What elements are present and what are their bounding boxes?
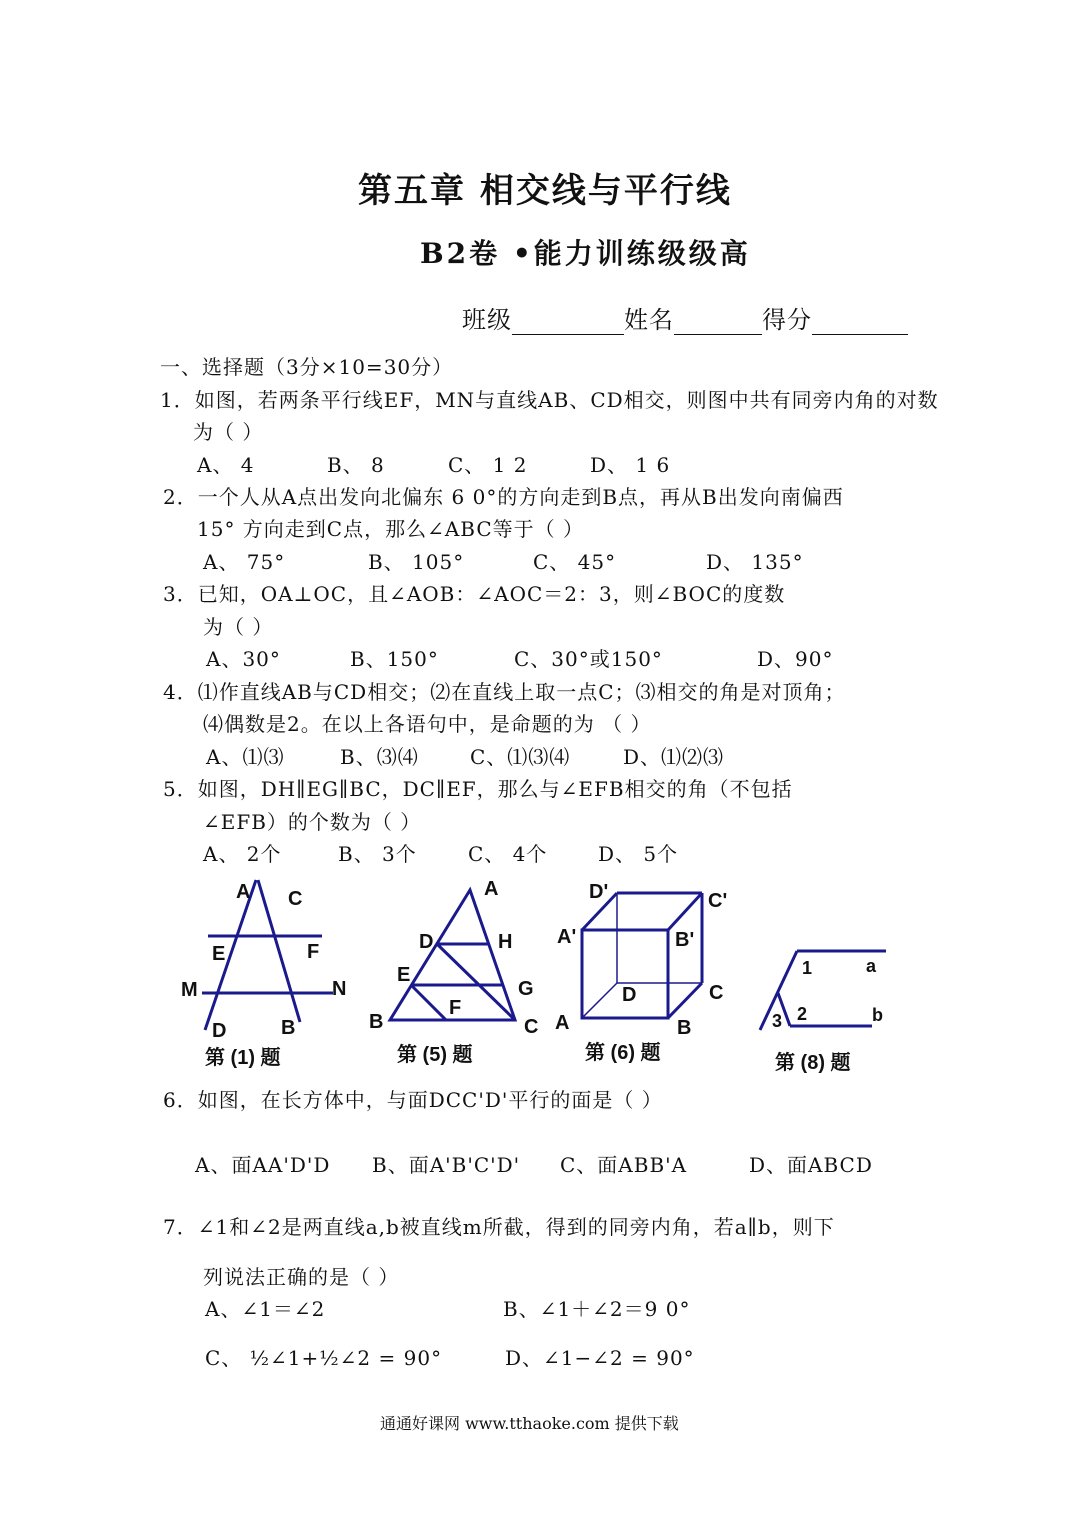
fig6-label-d1: D' — [589, 881, 609, 903]
q2-option-c: C、 45° — [533, 550, 617, 574]
page-subtitle: B2卷 •能力训练级级高 — [420, 237, 751, 270]
fig1-label-m: M — [181, 979, 198, 1001]
q4-line1: 4．⑴作直线AB与CD相交；⑵在直线上取一点C；⑶相交的角是对顶角； — [163, 680, 846, 704]
name-label: 姓名 — [624, 306, 674, 334]
q5-line1: 5．如图，DH∥EG∥BC，DC∥EF，那么与∠EFB相交的角（不包括 — [163, 777, 793, 801]
fig1-label-a: A — [236, 881, 251, 903]
fig1-label-e: E — [212, 943, 226, 965]
fig8-label-3: 3 — [772, 1011, 783, 1031]
fig1-label-c: C — [288, 888, 303, 910]
fig5-label-f: F — [449, 997, 462, 1019]
q5-line2: ∠EFB）的个数为（ ） — [203, 810, 422, 834]
class-label: 班级 — [462, 306, 512, 334]
q4-line2: ⑷偶数是2。在以上各语句中，是命题的为 （ ） — [203, 712, 652, 736]
fig8-caption: 第 (8) 题 — [775, 1052, 851, 1074]
fig6-label-c1: C' — [708, 890, 728, 912]
figure-1-labels — [181, 881, 346, 1069]
fig5-caption: 第 (5) 题 — [397, 1044, 473, 1066]
fig5-line-ef — [411, 985, 446, 1020]
fig6-label-d: D — [622, 984, 637, 1006]
fig6-edge-bc — [668, 983, 702, 1018]
fig6-label-b: B — [677, 1017, 692, 1039]
fig6-hidden-ad — [582, 983, 617, 1018]
q5-option-d: D、 5个 — [598, 842, 679, 866]
q7-option-b: B、∠1＋∠2＝9 0° — [503, 1297, 691, 1321]
q7-line1: 7．∠1和∠2是两直线a,b被直线m所截，得到的同旁内角，若a∥b，则下 — [163, 1215, 835, 1239]
q1-line1: 1．如图，若两条平行线EF，MN与直线AB、CD相交，则图中共有同旁内角的对数 — [160, 388, 939, 412]
fig6-caption: 第 (6) 题 — [585, 1042, 661, 1064]
fig8-label-2: 2 — [797, 1004, 808, 1024]
fig6-label-c: C — [709, 982, 724, 1004]
fig8-label-b: b — [872, 1005, 883, 1025]
q4-option-b: B、⑶⑷ — [340, 745, 419, 769]
fig1-caption: 第 (1) 题 — [205, 1047, 281, 1069]
q7-option-c: C、 ½∠1+½∠2 = 90° — [205, 1346, 443, 1370]
page-footer: 通通好课网 www.tthaoke.com 提供下载 — [380, 1414, 679, 1433]
fig6-label-b1: B' — [675, 929, 695, 951]
q3-option-a: A、30° — [206, 647, 281, 671]
figure-5-labels — [369, 878, 538, 1066]
fig1-label-n: N — [332, 978, 347, 1000]
q1-option-b: B、 8 — [327, 453, 385, 477]
fig5-label-h: H — [498, 931, 513, 953]
q3-option-d: D、90° — [757, 647, 834, 671]
q4-option-d: D、⑴⑵⑶ — [623, 745, 725, 769]
q2-line1: 2．一个人从A点出发向北偏东 6 0°的方向走到B点，再从B出发向南偏西 — [163, 485, 844, 509]
fig6-label-a: A — [555, 1012, 570, 1034]
q3-option-c: C、30°或150° — [514, 647, 663, 671]
q5-option-c: C、 4个 — [468, 842, 548, 866]
q7-line2: 列说法正确的是（ ） — [203, 1265, 400, 1289]
q3-option-b: B、150° — [350, 647, 439, 671]
fig5-label-e: E — [397, 964, 411, 986]
q6-option-b: B、面A'B'C'D' — [372, 1153, 521, 1177]
fig5-label-d: D — [419, 931, 434, 953]
fig1-label-b: B — [281, 1017, 296, 1039]
q5-option-b: B、 3个 — [338, 842, 417, 866]
fig1-label-f: F — [307, 941, 320, 963]
fig5-label-b: B — [369, 1011, 384, 1033]
q5-option-a: A、 2个 — [203, 842, 282, 866]
q6-option-d: D、面ABCD — [749, 1153, 873, 1177]
q2-option-b: B、 105° — [368, 550, 465, 574]
q1-line2: 为（ ） — [193, 420, 264, 444]
fig8-label-1: 1 — [802, 958, 813, 978]
fig5-label-c: C — [524, 1016, 539, 1038]
q1-option-d: D、 1 6 — [590, 453, 671, 477]
q2-option-a: A、 75° — [203, 550, 286, 574]
fig5-label-a: A — [484, 878, 499, 900]
figure-8-labels — [772, 956, 883, 1074]
q3-line2: 为（ ） — [203, 615, 274, 639]
q6-option-c: C、面ABB'A — [560, 1153, 688, 1177]
fig5-label-g: G — [518, 978, 534, 1000]
fig6-edge-b1c1 — [668, 893, 702, 930]
fig1-label-d: D — [212, 1020, 227, 1042]
fig6-label-a1: A' — [557, 926, 577, 948]
fig8-label-a: a — [866, 956, 877, 976]
page-title: 第五章 相交线与平行线 — [358, 171, 732, 211]
q6-line1: 6．如图，在长方体中，与面DCC'D'平行的面是（ ） — [163, 1088, 663, 1112]
q1-option-c: C、 1 2 — [448, 453, 528, 477]
section-heading: 一、选择题（3分×10=30分） — [160, 355, 454, 379]
q1-option-a: A、 4 — [197, 453, 255, 477]
q2-line2: 15° 方向走到C点，那么∠ABC等于（ ） — [197, 517, 585, 541]
score-label: 得分 — [762, 306, 812, 334]
q3-line1: 3．已知，OA⊥OC，且∠AOB：∠AOC＝2：3，则∠BOC的度数 — [163, 582, 786, 606]
q2-option-d: D、 135° — [706, 550, 804, 574]
q7-option-a: A、∠1＝∠2 — [205, 1297, 326, 1321]
q7-option-d: D、∠1−∠2 = 90° — [505, 1346, 695, 1370]
q4-option-c: C、⑴⑶⑷ — [470, 745, 571, 769]
q4-option-a: A、⑴⑶ — [206, 745, 285, 769]
q6-option-a: A、面AA'D'D — [195, 1153, 331, 1177]
